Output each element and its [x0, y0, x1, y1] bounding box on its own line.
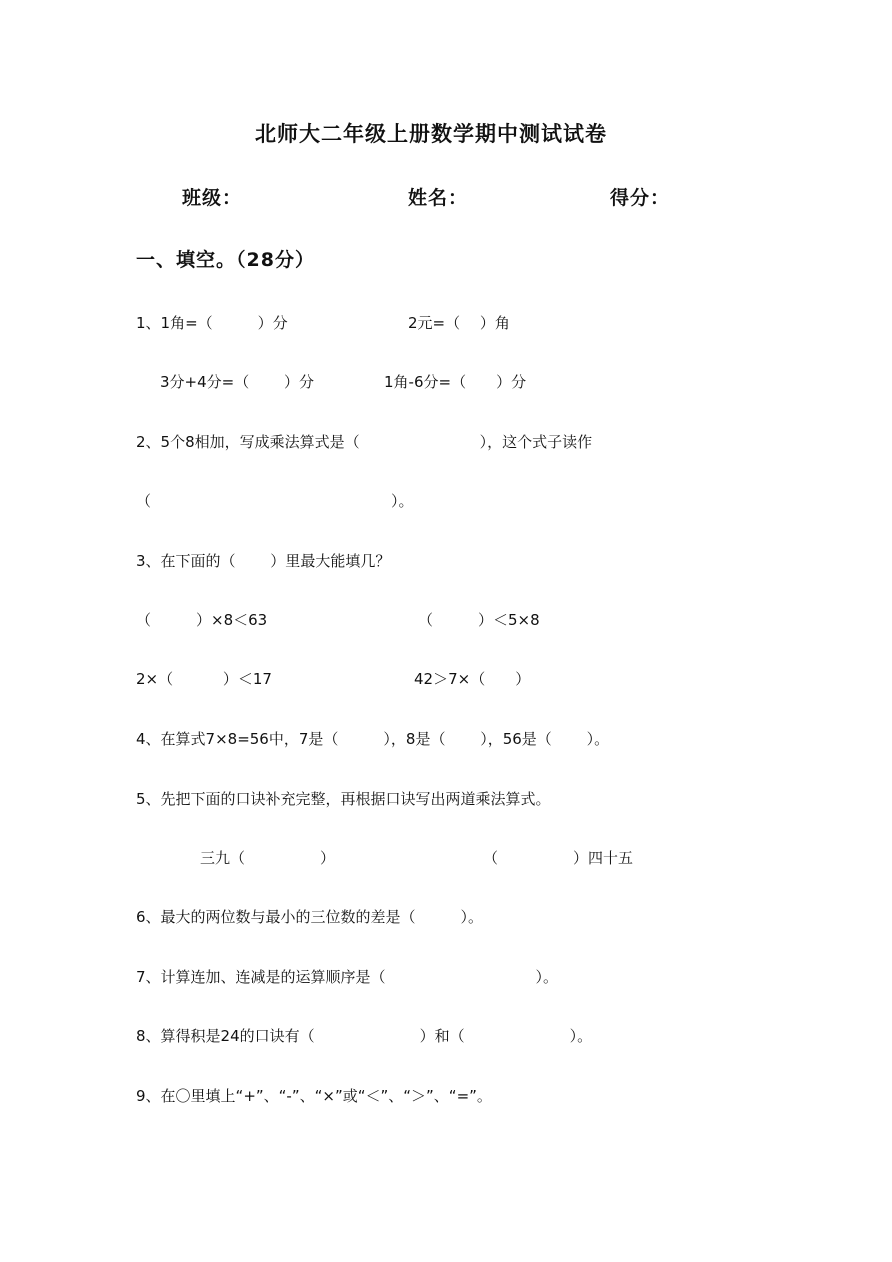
- q5-item-a: 三九（ ）: [200, 849, 336, 867]
- q2-line2: （ ）。: [136, 492, 414, 510]
- score-label: 得分：: [610, 187, 671, 209]
- q2-line1: 2、5个8相加，写成乘法算式是（ ），这个式子读作: [136, 433, 593, 451]
- q1-jiao-to-fen: 1、1角=（ ）分: [136, 314, 288, 332]
- q3-item-d: 42＞7×（ ）: [414, 670, 531, 688]
- q9-line: 9、在〇里填上“+”、“-”、“×”或“＜”、“＞”、“=”。: [136, 1087, 492, 1105]
- q5-item-b: （ ）四十五: [483, 849, 634, 867]
- page-title: 北师大二年级上册数学期中测试试卷: [255, 122, 607, 146]
- name-label: 姓名：: [408, 187, 469, 209]
- q3-item-b: （ ）＜5×8: [418, 611, 540, 629]
- q3-item-c: 2×（ ）＜17: [136, 670, 272, 688]
- q1-jiao-minus-fen: 1角-6分=（ ）分: [384, 373, 527, 391]
- q1-yuan-to-jiao: 2元=（ ）角: [408, 314, 510, 332]
- q7-line: 7、计算连加、连减是的运算顺序是（ ）。: [136, 968, 559, 986]
- class-label: 班级：: [182, 187, 243, 209]
- q1-fen-sum: 3分+4分=（ ）分: [160, 373, 314, 391]
- q3-item-a: （ ）×8＜63: [136, 611, 268, 629]
- section-heading: 一、填空。（28分）: [136, 249, 315, 271]
- q3-line: 3、在下面的（ ）里最大能填几？: [136, 552, 391, 570]
- q6-line: 6、最大的两位数与最小的三位数的差是（ ）。: [136, 908, 484, 926]
- q5-line: 5、先把下面的口诀补充完整，再根据口诀写出两道乘法算式。: [136, 790, 551, 808]
- q8-line: 8、算得积是24的口诀有（ ）和（ ）。: [136, 1027, 593, 1045]
- q4-line: 4、在算式7×8=56中，7是（ ），8是（ ），56是（ ）。: [136, 730, 610, 748]
